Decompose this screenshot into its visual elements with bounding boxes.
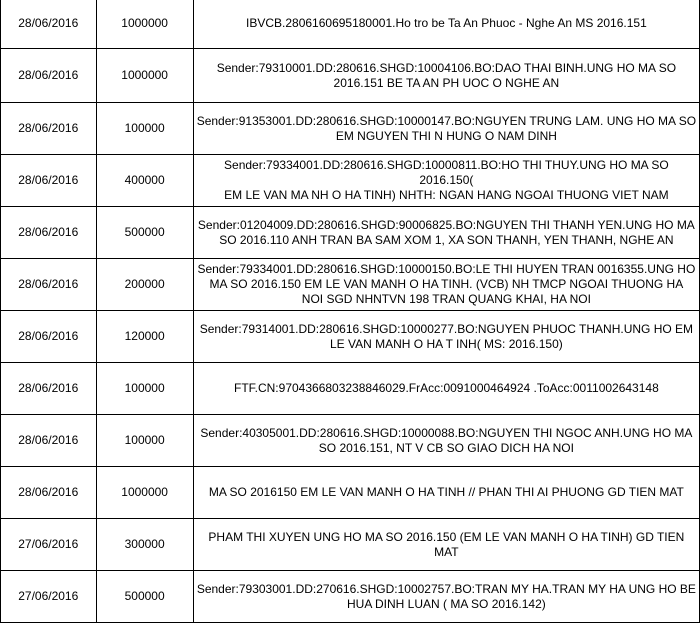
date-cell: 28/06/2016 bbox=[1, 207, 97, 259]
description-line: IBVCB.2806160695180001.Ho tro be Ta An Phuoc - Nghe An MS 2016.151 bbox=[246, 16, 647, 30]
table-row bbox=[1, 155, 700, 207]
description-line: EM LE VAN MA NH O HA TINH) NHTH: NGAN HANG NGOAI THUONG VIET NAM bbox=[224, 188, 669, 202]
description-line: SO 2016.110 ANH TRAN BA SAM XOM 1, XA SON THANH, YEN THANH, NGHE AN bbox=[219, 232, 674, 247]
description-line: PHAM THI XUYEN UNG HO MA SO 2016.150 (EM LE VAN MANH O HA TINH) GD TIEN bbox=[208, 529, 685, 544]
date-cell: 28/06/2016 bbox=[1, 467, 97, 519]
description-cell bbox=[193, 519, 699, 571]
description-cell bbox=[193, 467, 699, 519]
date-cell: 28/06/2016 bbox=[1, 49, 97, 103]
amount-cell: 100000 bbox=[96, 103, 193, 155]
description-cell bbox=[193, 49, 699, 103]
table-row bbox=[1, 259, 700, 311]
amount-cell: 1000000 bbox=[96, 49, 193, 103]
date-cell: 27/06/2016 bbox=[1, 519, 97, 571]
description-line: Sender:79310001.DD:280616.SHGD:10004106.BO:DAO THAI BINH.UNG HO MA SO bbox=[216, 60, 677, 75]
description-line: SO 2016.151, NT V CB SO GIAO DICH HA NOI bbox=[318, 440, 574, 455]
table-row bbox=[1, 519, 700, 571]
date-cell: 27/06/2016 bbox=[1, 571, 97, 623]
table-row bbox=[1, 415, 700, 467]
date-cell: 28/06/2016 bbox=[1, 363, 97, 415]
table-row bbox=[1, 49, 700, 103]
table-row bbox=[1, 311, 700, 363]
table-row bbox=[1, 0, 700, 49]
amount-cell: 400000 bbox=[96, 155, 193, 207]
transactions-body bbox=[1, 0, 700, 623]
date-cell: 28/06/2016 bbox=[1, 0, 97, 49]
amount-cell: 200000 bbox=[96, 259, 193, 311]
table-row bbox=[1, 571, 700, 623]
date-cell: 28/06/2016 bbox=[1, 259, 97, 311]
description-cell bbox=[193, 571, 699, 623]
description-cell bbox=[193, 207, 699, 259]
description-cell bbox=[193, 155, 699, 207]
description-line: Sender:79314001.DD:280616.SHGD:10000277.BO:NGUYEN PHUOC THANH.UNG HO EM bbox=[199, 321, 694, 336]
date-cell: 28/06/2016 bbox=[1, 311, 97, 363]
description-line: EM NGUYEN THI N HUNG O NAM DINH bbox=[335, 128, 557, 143]
description-cell bbox=[193, 415, 699, 467]
description-cell bbox=[193, 311, 699, 363]
description-line: Sender:91353001.DD:280616.SHGD:10000147.BO:NGUYEN TRUNG LAM. UNG HO MA SO bbox=[196, 113, 697, 128]
description-line: MA SO 2016150 EM LE VAN MANH O HA TINH // PHAN THI AI PHUONG GD TIEN MAT bbox=[208, 485, 684, 499]
amount-cell: 1000000 bbox=[96, 467, 193, 519]
description-line: Sender:79303001.DD:270616.SHGD:10002757.BO:TRAN MY HA.TRAN MY HA UNG HO BE bbox=[196, 581, 696, 596]
description-line: Sender:01204009.DD:280616.SHGD:90006825.BO:NGUYEN THI THANH YEN.UNG HO MA bbox=[197, 217, 695, 232]
description-line: Sender:79334001.DD:280616.SHGD:10000811.BO:HO THI THUY.UNG HO MA SO 2016.150( bbox=[224, 158, 669, 187]
date-cell: 28/06/2016 bbox=[1, 103, 97, 155]
description-line: Sender:79334001.DD:280616.SHGD:10000150.BO:LE THI HUYEN TRAN 0016355.UNG HO bbox=[197, 262, 696, 276]
description-cell bbox=[193, 363, 699, 415]
date-cell: 28/06/2016 bbox=[1, 155, 97, 207]
description-line: Sender:40305001.DD:280616.SHGD:10000088.BO:NGUYEN THI NGOC ANH.UNG HO MA bbox=[200, 425, 693, 440]
amount-cell: 100000 bbox=[96, 415, 193, 467]
amount-cell: 1000000 bbox=[96, 0, 193, 49]
description-cell bbox=[193, 259, 699, 311]
description-line: NOI SGD NHNTVN 198 TRAN QUANG KHAI, HA NOI bbox=[301, 292, 591, 306]
description-line: LE VAN MANH O HA T INH( MS: 2016.150) bbox=[330, 336, 563, 351]
description-line: MAT bbox=[434, 544, 459, 559]
description-line: 2016.151 BE TA AN PH UOC O NGHE AN bbox=[333, 75, 560, 90]
date-cell: 28/06/2016 bbox=[1, 415, 97, 467]
table-row bbox=[1, 363, 700, 415]
amount-cell: 500000 bbox=[96, 207, 193, 259]
description-line: MA SO 2016.150 EM LE VAN MANH O HA TINH. (VCB) NH TMCP NGOAI THUONG HA bbox=[209, 277, 684, 291]
amount-cell: 100000 bbox=[96, 363, 193, 415]
amount-cell: 120000 bbox=[96, 311, 193, 363]
table-row bbox=[1, 207, 700, 259]
description-cell bbox=[193, 0, 699, 49]
amount-cell: 500000 bbox=[96, 571, 193, 623]
table-row bbox=[1, 467, 700, 519]
description-line: HUA DINH LUAN ( MA SO 2016.142) bbox=[347, 596, 546, 611]
description-line: FTF.CN:9704366803238846029.FrAcc:0091000464924 .ToAcc:0011002643148 bbox=[233, 381, 659, 395]
amount-cell: 300000 bbox=[96, 519, 193, 571]
description-cell bbox=[193, 103, 699, 155]
table-row bbox=[1, 103, 700, 155]
